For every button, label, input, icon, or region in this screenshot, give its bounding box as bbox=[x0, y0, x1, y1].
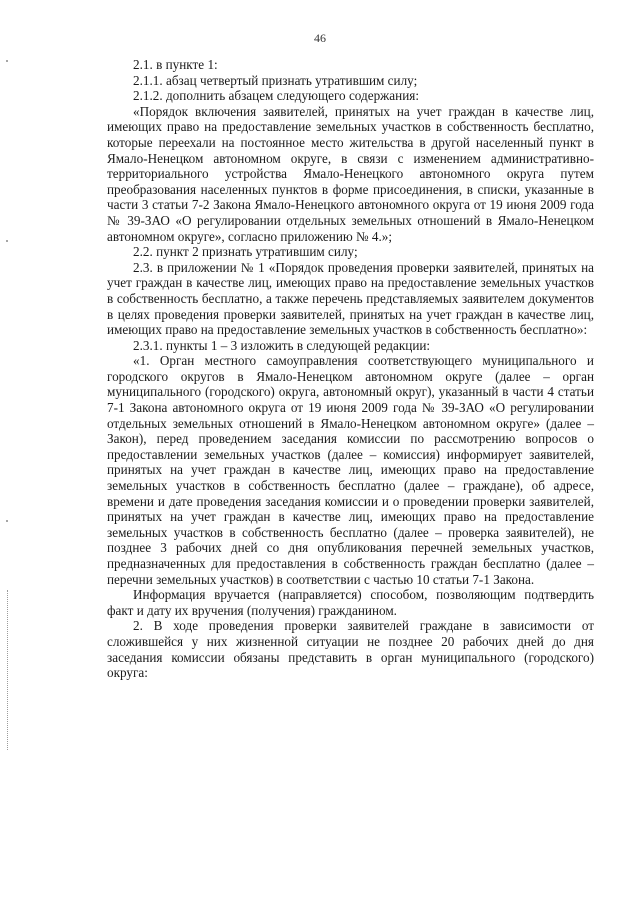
paragraph-2-3-1: 2.3.1. пункты 1 – 3 изложить в следующей редакции: bbox=[133, 337, 431, 353]
paragraph-item-2: 2. В ходе проведения проверки заявителей граждане в зависимости от сложившейся у них жизненной ситуации не позднее 20 рабочих дней до дня заседания комиссии обязаны представить в орган муниципального (городского) округа: bbox=[107, 618, 594, 681]
paragraph-2-1-2: 2.1.2. дополнить абзацем следующего содержания: bbox=[133, 88, 419, 104]
paragraph-2-1: 2.1. в пункте 1: bbox=[133, 57, 218, 72]
page-number: 46 bbox=[314, 31, 326, 45]
scan-speck bbox=[6, 60, 8, 62]
scan-speck bbox=[6, 240, 8, 242]
paragraph-information: Информация вручается (направляется) способом, позволяющим подтвердить факт и дату их вручения (получения) гражданином. bbox=[107, 587, 594, 618]
paragraph-2-2: 2.2. пункт 2 признать утратившим силу; bbox=[133, 244, 358, 260]
document-body bbox=[107, 57, 594, 681]
paragraph-item-1: «1. Орган местного самоуправления соответствующего муниципального и городского округов в Ямало-Ненецком автономном округе (далее – орган муниципального (городского) округа, автономный округ), указанный в части 4 статьи 7-1 Закона автономного округа от 19 июня 2009 года № 39-ЗАО «О регулировании отдельных земельных отношений в Ямало-Ненецком автономном округе» (далее – Закон), перед проведением заседания комиссии по рассмотрению вопросов о предоставлении земельных участков (далее – комиссия) информирует заявителей, принятых на учет граждан в качестве лиц, имеющих право на предоставление земельных участков в собственность бесплатно (далее – граждане), об адресе, времени и дате проведения заседания комиссии и о проведении проверки заявителей, принятых на учет граждан в качестве лиц, имеющих право на предоставление земельных участков в собственность бесплатно (далее – проверка заявителей), не позднее 3 рабочих дней со дня опубликования перечней земельных участков, предназначенных для предоставления в собственность граждан бесплатно (далее – перечни земельных участков) в соответствии с частью 10 статьи 7-1 Закона. bbox=[107, 353, 594, 587]
paragraph-2-3: 2.3. в приложении № 1 «Порядок проведения проверки заявителей, принятых на учет граждан в качестве лиц, имеющих право на предоставление земельных участков в собственность бесплатно, а также перечень представляемых заявителем документов в целях проведения проверки заявителей, принятых на учет граждан в качестве лиц, имеющих право на предоставление земельных участков в собственность бесплатно»: bbox=[107, 259, 594, 338]
scan-speck bbox=[6, 520, 8, 522]
paragraph-2-1-1: 2.1.1. абзац четвертый признать утратившим силу; bbox=[133, 72, 418, 88]
paragraph-quoted-order: «Порядок включения заявителей, принятых на учет граждан в качестве лиц, имеющих право на предоставление земельных участков в собственность бесплатно, которые переехали на постоянное место жительства в другой населенный пункт в Ямало-Ненецком автономном округе, в связи с изменением административно-территориального устройства Ямало-Ненецкого автономного округа путем преобразования населенных пунктов в форме присоединения, в списки, указанные в части 3 статьи 7-2 Закона Ямало-Ненецкого автономного округа от 19 июня 2009 года № 39-ЗАО «О регулировании отдельных земельных отношений в Ямало-Ненецком автономном округе», согласно приложению № 4.»; bbox=[107, 103, 594, 244]
scan-edge-artifact bbox=[7, 590, 9, 750]
